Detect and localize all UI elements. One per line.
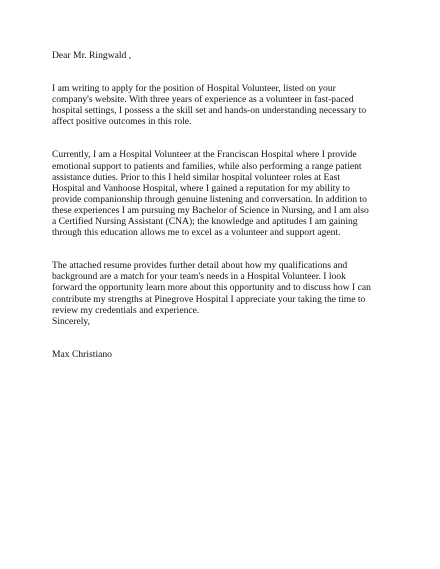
letter-signature: [52, 349, 392, 360]
text-line: Hospital and Vanhoose Hospital, where I gained a reputation for my ability to: [52, 182, 350, 194]
text-line: affect positive outcomes in this role.: [52, 116, 192, 128]
text-line: a Certified Nursing Assistant (CNA); the knowledge and aptitudes I am gaining: [52, 216, 358, 228]
text-line: Currently, I am a Hospital Volunteer at the Franciscan Hospital where I provide: [52, 149, 357, 161]
letter-greeting: [52, 50, 392, 61]
text-line: contribute my strengths at Pinegrove Hospital I appreciate your taking the time to: [52, 293, 366, 305]
paragraph-intro: [52, 83, 392, 127]
text-line: review my credentials and experience.: [52, 304, 200, 316]
text-line: emotional support to patients and families, while also performing a range patient: [52, 160, 362, 172]
text-line: company's website. With three years of experience as a volunteer in fast-paced: [52, 94, 354, 106]
text-line: I am writing to apply for the position of Hospital Volunteer, listed on your: [52, 83, 336, 95]
text-line: background are a match for your team's needs in a Hospital Volunteer. I look: [52, 271, 346, 283]
greeting-line: Dear Mr. Ringwald ,: [52, 50, 132, 61]
signature-name: Max Christiano: [52, 348, 112, 360]
paragraph-experience: [52, 149, 392, 238]
cover-letter: [52, 50, 392, 360]
text-line: forward the opportunity learn more about this opportunity and to discuss how I can: [52, 282, 371, 294]
text-line: these experiences I am pursuing my Bachelor of Science in Nursing, and I am also: [52, 204, 369, 216]
text-line: provide companionship through genuine listening and conversation. In addition to: [52, 193, 367, 205]
letter-closing: [52, 316, 392, 327]
paragraph-closing-remarks: [52, 260, 392, 315]
text-line: hospital settings, I possess a the skill set and hands-on understanding necessary to: [52, 105, 367, 117]
text-line: through this education allows me to excel as a volunteer and support agent.: [52, 227, 341, 239]
text-line: assistance duties. Prior to this I held similar hospital volunteer roles at East: [52, 171, 341, 183]
text-line: The attached resume provides further detail about how my qualifications and: [52, 260, 348, 272]
closing-line: Sincerely,: [52, 315, 91, 327]
